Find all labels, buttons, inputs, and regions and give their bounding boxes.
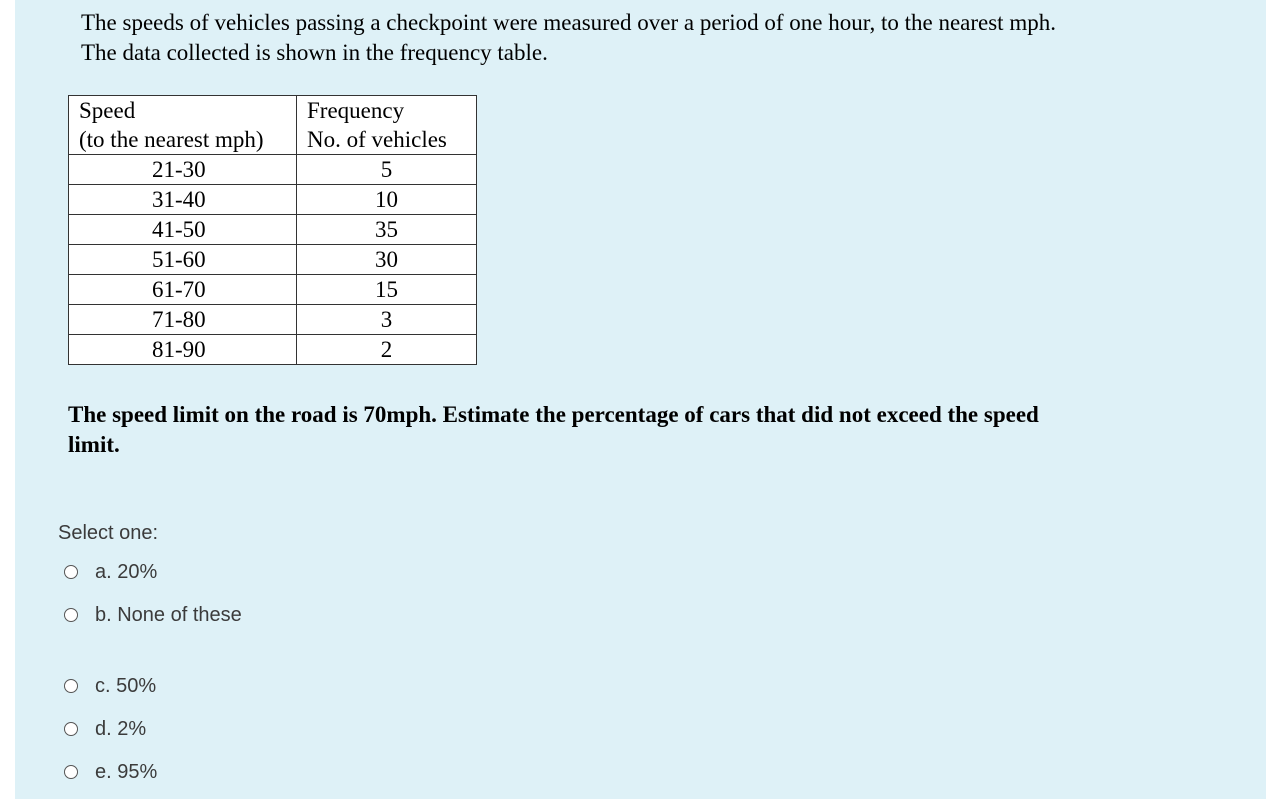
- option-c-label[interactable]: c. 50%: [95, 674, 157, 697]
- count-cell: 5: [297, 155, 477, 185]
- count-cell: 3: [297, 305, 477, 335]
- question-panel: [15, 0, 1266, 799]
- question-intro: The speeds of vehicles passing a checkpoint were measured over a period of one hour, to the nearest mph. The data collected is shown in the frequency table.: [81, 10, 1056, 65]
- count-cell: 2: [297, 335, 477, 365]
- table-row: [69, 215, 477, 245]
- speed-cell: 81-90: [69, 335, 297, 365]
- speed-cell: 21-30: [69, 155, 297, 185]
- frequency-column-header: [297, 96, 477, 155]
- count-cell: 30: [297, 245, 477, 275]
- speed-header-line2: (to the nearest mph): [79, 127, 264, 152]
- option-c-radio-icon[interactable]: [64, 679, 78, 693]
- count-cell: 15: [297, 275, 477, 305]
- table-row: [69, 155, 477, 185]
- option-b[interactable]: [64, 602, 242, 628]
- option-e-label[interactable]: e. 95%: [95, 760, 158, 783]
- speed-header-line1: Speed: [79, 98, 136, 123]
- option-d-label[interactable]: d. 2%: [95, 717, 147, 740]
- option-a-radio-icon[interactable]: [64, 565, 78, 579]
- speed-cell: 61-70: [69, 275, 297, 305]
- speed-cell: 71-80: [69, 305, 297, 335]
- speed-cell: 51-60: [69, 245, 297, 275]
- table-row: [69, 275, 477, 305]
- question-prompt: The speed limit on the road is 70mph. Estimate the percentage of cars that did not exceed the speed limit.: [68, 402, 1039, 457]
- table-row: [69, 245, 477, 275]
- option-b-radio-icon[interactable]: [64, 608, 78, 622]
- table-row: [69, 305, 477, 335]
- speed-column-header: [69, 96, 297, 155]
- frequency-header-line1: Frequency: [307, 98, 405, 123]
- option-a[interactable]: [64, 559, 157, 585]
- count-cell: 35: [297, 215, 477, 245]
- select-one-label: Select one:: [58, 522, 159, 544]
- option-d-radio-icon[interactable]: [64, 722, 78, 736]
- table-header-row: [69, 96, 477, 155]
- option-d[interactable]: [64, 716, 146, 742]
- table-row: [69, 335, 477, 365]
- count-cell: 10: [297, 185, 477, 215]
- speed-cell: 31-40: [69, 185, 297, 215]
- table-row: [69, 185, 477, 215]
- option-b-label[interactable]: b. None of these: [95, 603, 242, 626]
- option-c[interactable]: [64, 673, 156, 699]
- option-e[interactable]: [64, 759, 157, 785]
- frequency-table: [68, 95, 477, 365]
- frequency-header-line2: No. of vehicles: [307, 127, 447, 152]
- option-a-label[interactable]: a. 20%: [95, 560, 158, 583]
- option-e-radio-icon[interactable]: [64, 765, 78, 779]
- speed-cell: 41-50: [69, 215, 297, 245]
